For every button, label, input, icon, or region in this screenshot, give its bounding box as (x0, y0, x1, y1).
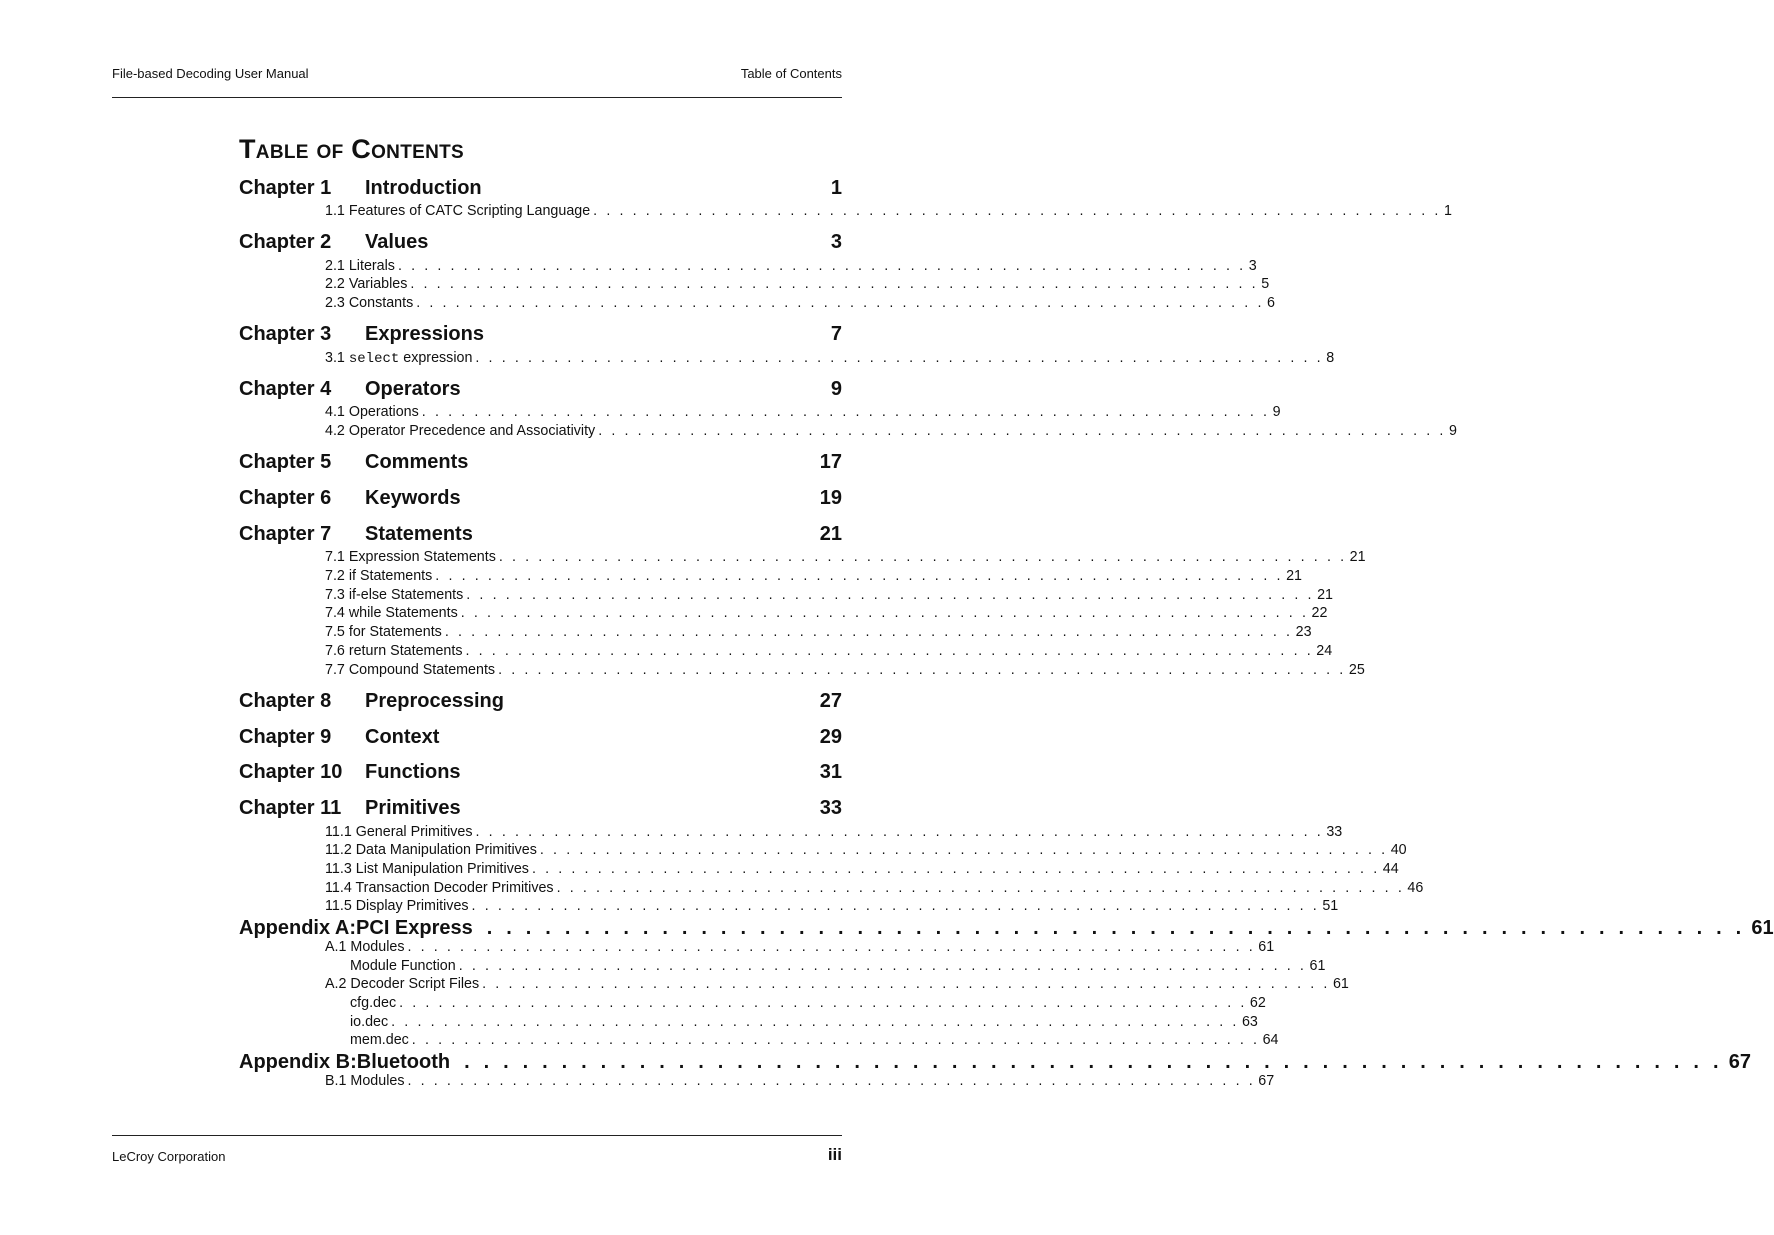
toc-chapter-7[interactable] (239, 521, 842, 547)
dot-leader: . . . . . . . . . . . . . . . . . . . . . . . . . . . . . . . . . . . . . . . . . . . . . . . . . . . . . . . . . . . . . . . . . (593, 203, 1441, 219)
footer-company: LeCroy Corporation (112, 1149, 226, 1164)
dot-leader: . . . . . . . . . . . . . . . . . . . . . . . . . . . . . . . . . . . . . . . . . . . . . . . . . . . . . . . . . . . . . . . . . (482, 976, 1330, 992)
section-label: Module Function (350, 958, 456, 974)
dot-leader: . . . . . . . . . . . . . . . . . . . . . . . . . . . . . . . . . . . . . . . . . . . . . . . . . . . . . . . . . . . . . . . . . (397, 258, 1246, 274)
footer-rule (112, 1135, 842, 1136)
chapter-number: Chapter 5 (239, 451, 332, 473)
chapter-number: Chapter 4 (239, 378, 332, 400)
dot-leader: . . . . . . . . . . . . . . . . . . . . . . . . . . . . . . . . . . . . . . . . . . . . . . . . . . . . . . . . . . . . . . . . . (435, 568, 1284, 584)
toc-section-4-1[interactable] (325, 403, 1281, 422)
section-page: 62 (1249, 995, 1266, 1011)
chapter-name: Comments (365, 451, 469, 473)
toc-section-11-2[interactable] (325, 841, 1407, 860)
section-page: 23 (1295, 624, 1312, 640)
running-header-section: Table of Contents (740, 66, 842, 81)
dot-leader: . . . . . . . . . . . . . . . . . . . . . . . . . . . . . . . . . . . . . . . . . . . . . . . . . . . . . . . . . . . . . . . . . (464, 1051, 1723, 1073)
section-page: 40 (1390, 842, 1407, 858)
section-label: cfg.dec (350, 995, 397, 1011)
section-label: 7.7 Compound Statements (325, 662, 496, 678)
toc-section-7-3[interactable] (325, 586, 1333, 605)
chapter-number: Chapter 7 (239, 523, 332, 545)
section-label: 7.3 if-else Statements (325, 587, 464, 603)
toc-chapter-1[interactable] (239, 175, 842, 201)
toc-section-7-1[interactable] (325, 548, 1366, 567)
toc-section-11-5[interactable] (325, 897, 1339, 916)
toc-section-11-3[interactable] (325, 860, 1399, 879)
section-label: 2.3 Constants (325, 295, 414, 311)
toc-section-7-4[interactable] (325, 604, 1328, 623)
section-page: 44 (1382, 861, 1399, 877)
chapter-number: Chapter 2 (239, 231, 332, 253)
dot-leader: . . . . . . . . . . . . . . . . . . . . . . . . . . . . . . . . . . . . . . . . . . . . . . . . . . . . . . . . . . . . . . . . . (421, 404, 1270, 420)
chapter-page: 3 (830, 231, 842, 253)
section-label: 4.2 Operator Precedence and Associativity (325, 423, 596, 439)
section-code-keyword: select (348, 351, 400, 367)
toc-section-a-2[interactable] (325, 975, 1349, 994)
dot-leader: . . . . . . . . . . . . . . . . . . . . . . . . . . . . . . . . . . . . . . . . . . . . . . . . . . . . . . . . . . . . . . . . . (407, 939, 1256, 955)
section-page: 64 (1262, 1032, 1279, 1048)
toc-section-7-5[interactable] (325, 623, 1312, 642)
dot-leader: . . . . . . . . . . . . . . . . . . . . . . . . . . . . . . . . . . . . . . . . . . . . . . . . . . . . . . . . . . . . . . . . . (539, 842, 1388, 858)
dot-leader: . . . . . . . . . . . . . . . . . . . . . . . . . . . . . . . . . . . . . . . . . . . . . . . . . . . . . . . . . . . . . . . . . (466, 587, 1315, 603)
section-page: 1 (1443, 203, 1452, 219)
toc-section-2-1[interactable] (325, 257, 1257, 276)
chapter-name: Values (365, 231, 429, 253)
toc-section-4-2[interactable] (325, 422, 1457, 441)
section-label: B.1 Modules (325, 1073, 405, 1089)
section-label: A.2 Decoder Script Files (325, 976, 480, 992)
toc-chapter-8[interactable] (239, 688, 842, 714)
section-page: 61 (1332, 976, 1349, 992)
section-page: 24 (1316, 643, 1333, 659)
section-label: mem.dec (350, 1032, 409, 1048)
chapter-page: 17 (819, 451, 842, 473)
dot-leader: . . . . . . . . . . . . . . . . . . . . . . . . . . . . . . . . . . . . . . . . . . . . . . . . . . . . . . . . . . . . . . . . . (411, 1032, 1260, 1048)
toc-section-11-4[interactable] (325, 879, 1424, 898)
dot-leader: . . . . . . . . . . . . . . . . . . . . . . . . . . . . . . . . . . . . . . . . . . . . . . . . . . . . . . . . . . . . . . . . . (498, 549, 1347, 565)
section-page: 22 (1311, 605, 1328, 621)
section-page: 61 (1258, 939, 1275, 955)
chapter-name: Operators (365, 378, 461, 400)
toc-subsection-mem-dec[interactable] (350, 1031, 1279, 1050)
chapter-number: Chapter 6 (239, 487, 332, 509)
toc-chapter-2[interactable] (239, 229, 842, 255)
toc-chapter-4[interactable] (239, 376, 842, 402)
section-label: io.dec (350, 1014, 389, 1030)
dot-leader: . . . . . . . . . . . . . . . . . . . . . . . . . . . . . . . . . . . . . . . . . . . . . . . . . . . . . . . . . . . . . . . . . (460, 605, 1309, 621)
chapter-number: Chapter 9 (239, 726, 332, 748)
section-label: 7.2 if Statements (325, 568, 433, 584)
appendix-page: 67 (1728, 1051, 1751, 1073)
dot-leader: . . . . . . . . . . . . . . . . . . . . . . . . . . . . . . . . . . . . . . . . . . . . . . . . . . . . . . . . . . . . . . . . . (407, 1073, 1256, 1089)
chapter-name: Introduction (365, 177, 482, 199)
dot-leader: . . . . . . . . . . . . . . . . . . . . . . . . . . . . . . . . . . . . . . . . . . . . . . . . . . . . . . . . . . . . . . . . . (556, 880, 1405, 896)
chapter-page: 1 (830, 177, 842, 199)
section-page: 21 (1286, 568, 1303, 584)
dot-leader: . . . . . . . . . . . . . . . . . . . . . . . . . . . . . . . . . . . . . . . . . . . . . . . . . . . . . . . . . . . . . . . . . (598, 423, 1447, 439)
appendix-page: 61 (1751, 917, 1774, 939)
section-page: 3 (1248, 258, 1257, 274)
chapter-name: Preprocessing (365, 690, 504, 712)
dot-leader: . . . . . . . . . . . . . . . . . . . . . . . . . . . . . . . . . . . . . . . . . . . . . . . . . . . . . . . . . . . . . . . . . (410, 276, 1259, 292)
section-label: 7.5 for Statements (325, 624, 442, 640)
chapter-number: Chapter 3 (239, 323, 332, 345)
section-page: 21 (1349, 549, 1366, 565)
section-label: A.1 Modules (325, 939, 405, 955)
section-page: 9 (1449, 423, 1457, 439)
chapter-name: Expressions (365, 323, 484, 345)
section-label: 7.4 while Statements (325, 605, 458, 621)
section-page: 51 (1322, 898, 1339, 914)
dot-leader: . . . . . . . . . . . . . . . . . . . . . . . . . . . . . . . . . . . . . . . . . . . . . . . . . . . . . . . . . . . . . . . . . (498, 662, 1346, 678)
section-page: 8 (1326, 350, 1335, 366)
toc-chapter-11[interactable] (239, 795, 842, 821)
section-label (325, 349, 472, 369)
chapter-name: Functions (365, 761, 461, 783)
section-page: 61 (1309, 958, 1326, 974)
chapter-name: Context (365, 726, 440, 748)
chapter-page: 31 (819, 761, 842, 783)
section-label: 11.4 Transaction Decoder Primitives (325, 880, 554, 896)
section-label: 7.6 return Statements (325, 643, 463, 659)
toc-chapter-6[interactable] (239, 485, 842, 511)
dot-leader: . . . . . . . . . . . . . . . . . . . . . . . . . . . . . . . . . . . . . . . . . . . . . . . . . . . . . . . . . . . . . . . . . (444, 624, 1293, 640)
chapter-page: 29 (819, 726, 842, 748)
toc-section-a-1[interactable] (325, 938, 1275, 957)
chapter-page: 19 (819, 487, 842, 509)
chapter-name: Primitives (365, 797, 461, 819)
section-page: 33 (1326, 824, 1343, 840)
page-title: Table of Contents (239, 134, 464, 164)
dot-leader: . . . . . . . . . . . . . . . . . . . . . . . . . . . . . . . . . . . . . . . . . . . . . . . . . . . . . . . . . . . . . . . . . (475, 350, 1324, 366)
chapter-page: 33 (819, 797, 842, 819)
chapter-page: 9 (830, 378, 842, 400)
section-label: 7.1 Expression Statements (325, 549, 496, 565)
toc-chapter-5[interactable] (239, 449, 842, 475)
section-label: 4.1 Operations (325, 404, 419, 420)
toc-section-1-1[interactable] (325, 202, 1452, 221)
toc-section-7-2[interactable] (325, 567, 1303, 586)
section-label: 2.1 Literals (325, 258, 395, 274)
section-page: 63 (1241, 1014, 1258, 1030)
section-page: 46 (1407, 880, 1424, 896)
chapter-page: 27 (819, 690, 842, 712)
dot-leader: . . . . . . . . . . . . . . . . . . . . . . . . . . . . . . . . . . . . . . . . . . . . . . . . . . . . . . . . . . . . . . . . . (391, 1014, 1239, 1030)
chapter-number: Chapter 1 (239, 177, 332, 199)
toc-subsection-module-function[interactable] (350, 957, 1326, 976)
chapter-number: Chapter 11 (239, 797, 342, 819)
toc-chapter-10[interactable] (239, 759, 842, 785)
dot-leader: . . . . . . . . . . . . . . . . . . . . . . . . . . . . . . . . . . . . . . . . . . . . . . . . . . . . . . . . . . . . . . . . . (531, 861, 1380, 877)
toc-chapter-3[interactable] (239, 321, 842, 347)
dot-leader: . . . . . . . . . . . . . . . . . . . . . . . . . . . . . . . . . . . . . . . . . . . . . . . . . . . . . . . . . . . . . . . . . (471, 898, 1320, 914)
section-prefix: 3.1 (325, 350, 349, 366)
chapter-number: Chapter 10 (239, 761, 343, 783)
chapter-page: 7 (830, 323, 842, 345)
section-suffix: expression (399, 350, 473, 366)
section-page: 21 (1317, 587, 1333, 603)
section-page: 6 (1267, 295, 1275, 311)
dot-leader: . . . . . . . . . . . . . . . . . . . . . . . . . . . . . . . . . . . . . . . . . . . . . . . . . . . . . . . . . . . . . . . . . (458, 958, 1307, 974)
dot-leader: . . . . . . . . . . . . . . . . . . . . . . . . . . . . . . . . . . . . . . . . . . . . . . . . . . . . . . . . . . . . . . . . . (416, 295, 1265, 311)
toc-chapter-9[interactable] (239, 724, 842, 750)
toc-section-11-1[interactable] (325, 823, 1343, 842)
section-label: 11.3 List Manipulation Primitives (325, 861, 529, 877)
section-label: 2.2 Variables (325, 276, 408, 292)
toc-section-2-2[interactable] (325, 275, 1270, 294)
appendix-title: Appendix B:Bluetooth (239, 1051, 451, 1073)
chapter-name: Statements (365, 523, 473, 545)
section-page: 9 (1272, 404, 1281, 420)
appendix-title: Appendix A:PCI Express (239, 917, 473, 939)
dot-leader: . . . . . . . . . . . . . . . . . . . . . . . . . . . . . . . . . . . . . . . . . . . . . . . . . . . . . . . . . . . . . . . . . (475, 824, 1324, 840)
toc-section-2-3[interactable] (325, 294, 1275, 313)
section-page: 5 (1261, 276, 1270, 292)
section-label: 11.1 General Primitives (325, 824, 473, 840)
toc-section-3-1[interactable] (325, 349, 1335, 368)
running-header-title: File-based Decoding User Manual (112, 66, 309, 81)
section-label: 11.5 Display Primitives (325, 898, 469, 914)
section-label: 11.2 Data Manipulation Primitives (325, 842, 537, 858)
header-rule (112, 97, 842, 98)
chapter-page: 21 (819, 523, 842, 545)
section-page: 67 (1258, 1073, 1275, 1089)
chapter-number: Chapter 8 (239, 690, 332, 712)
dot-leader: . . . . . . . . . . . . . . . . . . . . . . . . . . . . . . . . . . . . . . . . . . . . . . . . . . . . . . . . . . . . . . . . . (486, 917, 1746, 939)
toc-section-b-1[interactable] (325, 1072, 1275, 1091)
page-number: iii (827, 1145, 842, 1164)
toc-section-7-6[interactable] (325, 642, 1333, 661)
dot-leader: . . . . . . . . . . . . . . . . . . . . . . . . . . . . . . . . . . . . . . . . . . . . . . . . . . . . . . . . . . . . . . . . . (465, 643, 1314, 659)
dot-leader: . . . . . . . . . . . . . . . . . . . . . . . . . . . . . . . . . . . . . . . . . . . . . . . . . . . . . . . . . . . . . . . . . (399, 995, 1247, 1011)
chapter-name: Keywords (365, 487, 461, 509)
toc-subsection-io-dec[interactable] (350, 1013, 1258, 1032)
section-label: 1.1 Features of CATC Scripting Language (325, 203, 591, 219)
toc-subsection-cfg-dec[interactable] (350, 994, 1266, 1013)
section-page: 25 (1348, 662, 1365, 678)
toc-section-7-7[interactable] (325, 661, 1365, 680)
